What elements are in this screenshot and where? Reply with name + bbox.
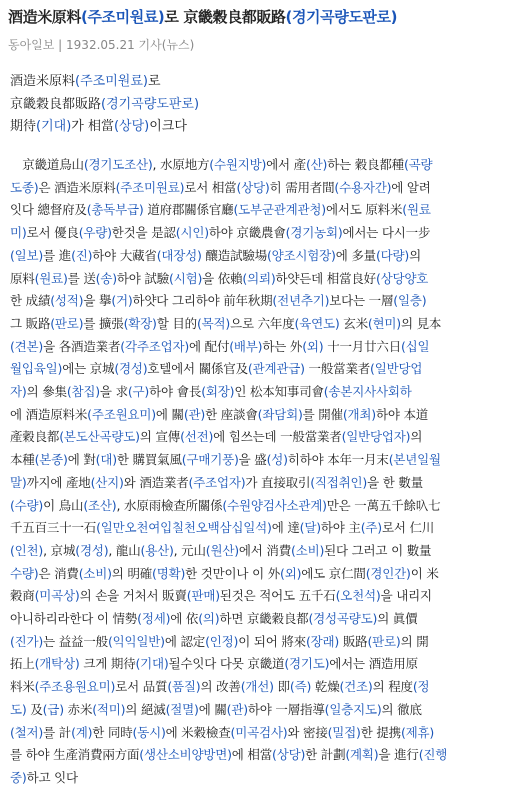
hangul-gloss[interactable]: (진가) [10, 633, 44, 649]
text-run: 의 徹底 [381, 701, 422, 717]
hangul-gloss[interactable]: (구) [127, 384, 150, 400]
hangul-gloss[interactable]: (오천석) [335, 588, 381, 604]
hangul-gloss[interactable]: (익익일반) [107, 633, 165, 649]
hangul-gloss[interactable]: (성적) [50, 293, 84, 309]
hangul-gloss[interactable]: (주조용원요미) [34, 679, 116, 695]
text-run: 로서 仁川 [381, 520, 435, 536]
hangul-gloss[interactable]: (경성) [75, 542, 109, 558]
body-line [10, 336, 500, 359]
text-run: 하면 京畿穀良都 [219, 611, 309, 627]
text-run: 하는 外 [262, 338, 303, 354]
hangul-gloss[interactable]: (적미) [92, 701, 126, 717]
hangul-gloss[interactable]: (원료) [34, 270, 68, 286]
text-run: 에서도 原料米 [325, 202, 403, 218]
hangul-gloss[interactable]: (원료 [402, 202, 431, 218]
hangul-gloss[interactable]: (총독부급) [86, 202, 144, 218]
hangul-gloss[interactable]: (용산) [140, 542, 174, 558]
text-run: 에 酒造原料米 [10, 406, 88, 422]
text-run: 即 [273, 679, 290, 695]
hangul-gloss[interactable]: 월입육일) [10, 361, 63, 377]
hangul-gloss[interactable]: (수원지방) [209, 157, 267, 172]
hangul-gloss[interactable]: (대장성) [156, 247, 202, 263]
text-run: 를 開催 [302, 406, 343, 422]
hangul-gloss[interactable]: (일보) [10, 247, 44, 263]
hangul-gloss[interactable]: (주조미원료) [75, 74, 148, 89]
hangul-gloss[interactable]: (개최) [342, 406, 376, 422]
text-run: 하는 穀良都種 [327, 157, 404, 172]
text-run: 하야 會長 [149, 384, 202, 400]
text-run: 에 關 [198, 701, 227, 717]
body-line [10, 540, 500, 563]
text-run: 에 多量 [335, 247, 376, 263]
hangul-gloss[interactable]: (직접취인) [310, 474, 368, 490]
lede-line [10, 71, 199, 94]
hangul-gloss[interactable]: (판로) [50, 315, 84, 331]
text-run: 產穀良都 [10, 429, 60, 445]
body-line [10, 653, 500, 676]
text-run: 의 손을 거처서 販賣 [79, 588, 187, 604]
hangul-gloss[interactable]: (판로) [367, 633, 401, 649]
body-line [10, 268, 500, 291]
lede-line [10, 94, 199, 117]
text-run: 한 同時 [92, 724, 133, 740]
body-line [10, 767, 500, 790]
text-run: 에 認定 [164, 633, 206, 649]
body-line [10, 245, 500, 268]
text-run: 의 [410, 429, 423, 445]
hangul-gloss[interactable]: (의뢰) [242, 270, 276, 286]
hangul-gloss[interactable]: (산지) [90, 474, 124, 490]
text-run: 에 配付 [189, 338, 230, 354]
hangul-gloss[interactable]: (진) [71, 247, 93, 263]
text-run: 를 計 [43, 724, 72, 740]
hangul-gloss[interactable]: (현미) [367, 315, 401, 331]
hangul-gloss[interactable]: (주조원요미) [87, 406, 156, 422]
body-line [10, 426, 500, 449]
hangul-gloss[interactable]: (생산소비양방면) [139, 747, 232, 763]
text-run: 으로 六年度 [230, 315, 295, 331]
hangul-gloss[interactable]: (전년추기) [272, 293, 330, 309]
text-run: 에서는 다시一步 [342, 225, 431, 241]
hangul-gloss[interactable]: (원산) [205, 542, 239, 558]
hangul-gloss[interactable]: (의) [198, 611, 220, 627]
text-run: 千五百三十一石 [10, 520, 97, 536]
hangul-gloss[interactable]: (진행 [418, 747, 448, 763]
text-run: 이 되어 將來 [238, 633, 306, 649]
text-run: 이 米 [410, 565, 439, 581]
hangul-gloss[interactable]: (건조) [339, 679, 373, 695]
text-run: 하야 一層指導 [247, 701, 325, 717]
hangul-gloss[interactable]: (확장) [123, 315, 157, 331]
text-run: 에 達 [271, 520, 300, 536]
hangul-gloss[interactable]: (경기도조산) [83, 157, 153, 172]
hangul-gloss[interactable]: (상당양호 [375, 270, 429, 286]
hangul-gloss[interactable]: (주조업자) [188, 474, 246, 490]
hangul-gloss[interactable]: (외) [302, 338, 324, 354]
hangul-gloss[interactable]: (급) [42, 701, 64, 717]
text-run: 의 眞價 [377, 611, 418, 627]
text-run: 하야 主 [320, 520, 361, 536]
hangul-gloss[interactable]: (주조미원료) [115, 179, 185, 195]
text-run: 의 改善 [200, 679, 241, 695]
text-run: 을 내리지 [380, 588, 432, 604]
text-run: 及 [26, 701, 43, 717]
text-run: 을 擧 [83, 293, 112, 309]
text-run: 를 進 [43, 247, 72, 263]
hangul-gloss[interactable]: (육연도) [294, 315, 340, 331]
text-run: 을 盛 [238, 452, 267, 468]
headline-hanja-a: 酒造米原料 [8, 8, 82, 26]
text-run: 한 座談會 [205, 406, 258, 422]
text-run: , 水原雨檢查所關係 [116, 497, 223, 513]
hangul-gloss[interactable]: (장래) [305, 633, 340, 649]
headline-mid: 로 [164, 8, 184, 26]
text-run: 를 擴張 [83, 315, 124, 331]
text-run: 하얏다 그리하야 前年秋期 [132, 293, 273, 309]
hangul-gloss[interactable]: (일층지도) [324, 701, 382, 717]
body-line [10, 290, 500, 313]
hangul-gloss[interactable]: (본년일월 [388, 452, 441, 468]
text-run: 잇다 總督府及 [10, 202, 87, 218]
hangul-gloss[interactable]: (곡량 [403, 157, 433, 172]
hangul-gloss[interactable]: (경기농회) [285, 225, 343, 241]
hangul-gloss[interactable]: (시인) [175, 225, 209, 241]
text-run: 를 하야 生產消費兩方面 [10, 747, 140, 763]
text-run: 期待 [10, 119, 37, 134]
hangul-gloss[interactable]: 도) [10, 701, 27, 717]
body-line [10, 699, 500, 722]
text-run: 한 提携 [360, 724, 401, 740]
hangul-gloss[interactable]: (관계관급) [247, 361, 305, 377]
hangul-gloss[interactable]: (다량) [375, 247, 410, 263]
hangul-gloss[interactable]: (견본) [10, 338, 44, 354]
text-run: 하야 試驗 [116, 270, 170, 286]
body-line [10, 472, 500, 495]
text-run: 까지에 產地 [26, 474, 91, 490]
hangul-gloss[interactable]: (수용자간) [334, 179, 392, 195]
body-line [10, 313, 500, 336]
text-run: 가 直接取引 [245, 474, 311, 490]
text-run: 에 相當 [231, 747, 273, 763]
hangul-gloss[interactable]: (수원양검사소관계) [222, 497, 327, 513]
headline-hanja-b: 京畿穀良都販路 [183, 8, 286, 26]
text-run: , 龍山 [108, 542, 141, 558]
text-run: 十一月廿六日 [323, 338, 401, 354]
hangul-gloss[interactable]: (미곡상) [34, 588, 80, 604]
text-run: 에 米穀檢查 [165, 724, 231, 740]
text-run: 穀商 [10, 588, 35, 604]
text-run: 가 相當 [71, 119, 114, 134]
hangul-gloss[interactable]: (인천) [10, 542, 44, 558]
text-run: 赤米 [63, 701, 93, 717]
text-run: 本種 [10, 452, 35, 468]
hangul-gloss[interactable]: (일반당업 [370, 361, 423, 377]
text-run: , 元山 [173, 542, 206, 558]
lede-line [10, 116, 199, 139]
hangul-gloss[interactable]: (일만오천여입칠천오백삼십일석) [96, 520, 272, 536]
text-run: 만은 一萬五千餘叺七 [326, 497, 441, 513]
body-line [10, 608, 500, 631]
hangul-gloss[interactable]: (경기도) [284, 656, 330, 672]
text-run: 한 것만이나 이 外 [185, 565, 281, 581]
hangul-gloss[interactable]: (달) [299, 520, 321, 536]
hangul-gloss[interactable]: (산) [305, 157, 328, 172]
headline-gloss-b[interactable]: (경기곡량도판로) [285, 8, 398, 26]
text-run: 할 目的 [156, 315, 197, 331]
body-line [10, 177, 500, 200]
text-run: 로서 品質 [115, 679, 168, 695]
text-run: 될수잇다 다못 京畿道 [168, 656, 285, 672]
text-run: 하야 大藏省 [92, 247, 157, 263]
text-run: 에서 消費 [238, 542, 292, 558]
hangul-gloss[interactable]: (주) [360, 520, 382, 536]
article-byline: 동아일보 | 1932.05.21 기사(뉴스) [8, 38, 195, 52]
hangul-gloss[interactable]: (조산) [83, 497, 117, 513]
hangul-gloss[interactable]: (각주조업자) [120, 338, 189, 354]
hangul-gloss[interactable]: (정 [412, 679, 430, 695]
hangul-gloss[interactable]: (개선) [240, 679, 274, 695]
hangul-gloss[interactable]: 도종) [10, 179, 39, 195]
article-headline [8, 4, 503, 30]
text-run: 한 成績 [10, 293, 51, 309]
text-run: 一般當業者 [304, 361, 371, 377]
hangul-gloss[interactable]: (계획) [345, 747, 379, 763]
text-run: 에도 京仁間 [301, 565, 366, 581]
text-run: 크게 期待 [79, 656, 136, 672]
hangul-gloss[interactable]: (회장) [201, 384, 235, 400]
hangul-gloss[interactable]: (동시) [132, 724, 166, 740]
text-run: 와 酒造業者 [123, 474, 189, 490]
text-run: 道府郡關係官廳 [143, 202, 234, 218]
hangul-gloss[interactable]: (소비) [78, 565, 112, 581]
hangul-gloss[interactable]: (성) [266, 452, 288, 468]
hangul-gloss[interactable]: (우량) [78, 225, 112, 241]
text-run: 한것을 是認 [111, 225, 176, 241]
article-body [10, 154, 500, 790]
hangul-gloss[interactable]: (밀접) [327, 724, 361, 740]
hangul-gloss[interactable]: (인정) [205, 633, 239, 649]
hangul-gloss[interactable]: (거) [111, 293, 133, 309]
hangul-gloss[interactable]: (경성) [114, 361, 148, 377]
body-line [10, 495, 500, 518]
text-run: 한 計劃 [305, 747, 346, 763]
hangul-gloss[interactable]: (판매) [186, 588, 220, 604]
text-run: 原料 [10, 270, 35, 286]
article-lede [10, 71, 199, 139]
text-run: 에 關 [155, 406, 184, 422]
hangul-gloss[interactable]: (정세) [137, 611, 171, 627]
body-line [10, 222, 500, 245]
text-run: 料米 [10, 679, 35, 695]
text-run: 京畿穀良都販路 [10, 96, 102, 112]
hangul-gloss[interactable]: (기대) [36, 119, 72, 134]
body-line [10, 404, 500, 427]
text-run: 하고 잇다 [26, 769, 78, 785]
body-line [10, 744, 500, 767]
hangul-gloss[interactable]: (대) [95, 452, 117, 468]
text-run: 釀造試驗場 [201, 247, 267, 263]
text-run: 로서 相當 [184, 179, 237, 195]
text-run: 인 松本知事司會 [234, 384, 324, 400]
text-run: 에 依 [170, 611, 199, 627]
hangul-gloss[interactable]: (일층) [393, 293, 427, 309]
text-run: 로서 優良 [26, 225, 79, 241]
headline-gloss-a[interactable]: (주조미원료) [81, 8, 165, 26]
text-run: 乾燥 [311, 679, 340, 695]
text-run: 의 絕滅 [125, 701, 166, 717]
hangul-gloss[interactable]: (송본지사사회하 [323, 384, 412, 400]
hangul-gloss[interactable]: (관) [226, 701, 248, 717]
text-run: 을 進行 [378, 747, 419, 763]
hangul-gloss[interactable]: (제휴) [400, 724, 435, 740]
hangul-gloss[interactable]: (명확) [152, 565, 186, 581]
hangul-gloss[interactable]: (목적) [196, 315, 231, 331]
text-run: 하야 京畿農會 [208, 225, 286, 241]
body-line [10, 449, 500, 472]
text-run: 에서는 酒造用原 [329, 656, 418, 672]
body-line [10, 199, 500, 222]
hangul-gloss[interactable]: (절멸) [165, 701, 199, 717]
text-run: 에서 產 [266, 157, 306, 172]
text-run: 의 宣傳 [139, 429, 181, 445]
text-run: 酒造米原料 [10, 74, 76, 89]
hangul-gloss[interactable]: (송) [95, 270, 117, 286]
body-line [10, 722, 500, 745]
text-run: 京畿道鳥山 [10, 157, 84, 172]
text-run: 된다 그러고 이 數量 [324, 542, 432, 558]
text-run: 에 힘쓰는데 一般當業者 [213, 429, 342, 445]
hangul-gloss[interactable]: (즉) [289, 679, 312, 695]
hangul-gloss[interactable]: (본종) [34, 452, 68, 468]
text-run: 히하야 本年一月末 [287, 452, 389, 468]
hangul-gloss[interactable]: (개탁상) [34, 656, 80, 672]
text-run: 이 鳥山 [43, 497, 84, 513]
text-run: 의 [409, 247, 421, 263]
text-run: 이크다 [149, 119, 187, 134]
text-run: 와 密接 [287, 724, 328, 740]
hangul-gloss[interactable]: (계) [71, 724, 93, 740]
text-run: 販路 [339, 633, 368, 649]
text-run: 아니하리라한다 이 情勢 [10, 611, 138, 627]
text-run: 의 見本 [400, 315, 442, 331]
text-run: 의 參集 [26, 384, 67, 400]
hangul-gloss[interactable]: (선전) [180, 429, 214, 445]
body-line [10, 631, 500, 654]
hangul-gloss[interactable]: (배부) [229, 338, 263, 354]
hangul-gloss[interactable]: (미곡검사) [230, 724, 288, 740]
text-run: 拓上 [10, 656, 35, 672]
hangul-gloss[interactable]: (기대) [135, 656, 169, 672]
hangul-gloss[interactable]: (철저) [10, 724, 44, 740]
text-run: 하야 本道 [375, 406, 429, 422]
hangul-gloss[interactable]: (본도산곡량도) [59, 429, 140, 445]
text-run: 는 益益一般 [43, 633, 108, 649]
text-run: 의 程度 [372, 679, 413, 695]
hangul-gloss[interactable]: (좌담회) [257, 406, 303, 422]
hangul-gloss[interactable]: (소비) [291, 542, 325, 558]
text-run: 그 販路 [10, 315, 51, 331]
text-run: 玄米 [339, 315, 368, 331]
hangul-gloss[interactable]: (구매기풍) [181, 452, 239, 468]
hangul-gloss[interactable]: 미) [10, 225, 27, 241]
text-run: 은 消費 [38, 565, 79, 581]
hangul-gloss[interactable]: (도부군관계관청) [233, 202, 326, 218]
hangul-gloss[interactable]: (참집) [66, 384, 100, 400]
hangul-gloss[interactable]: 수량) [10, 565, 39, 581]
text-run: 을 各酒造業者 [43, 338, 121, 354]
hangul-gloss[interactable]: (경성곡량도) [308, 611, 378, 627]
hangul-gloss[interactable]: (양조시험장) [267, 247, 336, 263]
text-run: 를 送 [67, 270, 96, 286]
body-line [10, 381, 500, 404]
text-run: 을 依賴 [202, 270, 243, 286]
text-run: 로 [147, 74, 161, 89]
hangul-gloss[interactable]: (상당) [272, 747, 306, 763]
text-run: 된것은 적어도 五千石 [219, 588, 336, 604]
text-run: 에 알려 [391, 179, 431, 195]
text-run: 을 求 [99, 384, 128, 400]
text-run: 보다는 一層 [329, 293, 394, 309]
hangul-gloss[interactable]: 중) [10, 769, 27, 785]
text-run: , 水原地方 [152, 157, 210, 172]
text-run: 호텔에서 關係官及 [147, 361, 248, 377]
text-run: 의 明確 [111, 565, 153, 581]
hangul-gloss[interactable]: (십일 [401, 338, 430, 354]
text-run: 에 對 [67, 452, 96, 468]
body-line [10, 563, 500, 586]
text-run: 에는 京城 [62, 361, 115, 377]
hangul-gloss[interactable]: (일반당업자) [341, 429, 411, 445]
hangul-gloss[interactable]: (경기곡량도판로) [101, 96, 200, 112]
body-line [10, 517, 500, 540]
hangul-gloss[interactable]: (시험) [169, 270, 203, 286]
hangul-gloss[interactable]: (수량) [10, 497, 44, 513]
hangul-gloss[interactable]: (경인간) [365, 565, 411, 581]
text-run: 의 開 [400, 633, 429, 649]
body-line [10, 358, 500, 381]
text-run: 을 한 數量 [367, 474, 424, 490]
hangul-gloss[interactable]: (외) [280, 565, 302, 581]
hangul-gloss[interactable]: 말) [10, 474, 27, 490]
text-run: 은 酒造米原料 [38, 179, 116, 195]
hangul-gloss[interactable]: (관) [183, 406, 206, 422]
hangul-gloss[interactable]: 자) [10, 384, 27, 400]
body-line [10, 585, 500, 608]
text-run: 하얏든데 相當良好 [275, 270, 376, 286]
hangul-gloss[interactable]: (상당) [236, 179, 270, 195]
text-run: 히 需用者間 [269, 179, 335, 195]
text-run: , 京城 [43, 542, 76, 558]
body-line [10, 154, 500, 177]
hangul-gloss[interactable]: (상당) [113, 119, 150, 134]
text-run: 한 購買氣風 [116, 452, 182, 468]
body-line [10, 676, 500, 699]
hangul-gloss[interactable]: (품질) [167, 679, 201, 695]
